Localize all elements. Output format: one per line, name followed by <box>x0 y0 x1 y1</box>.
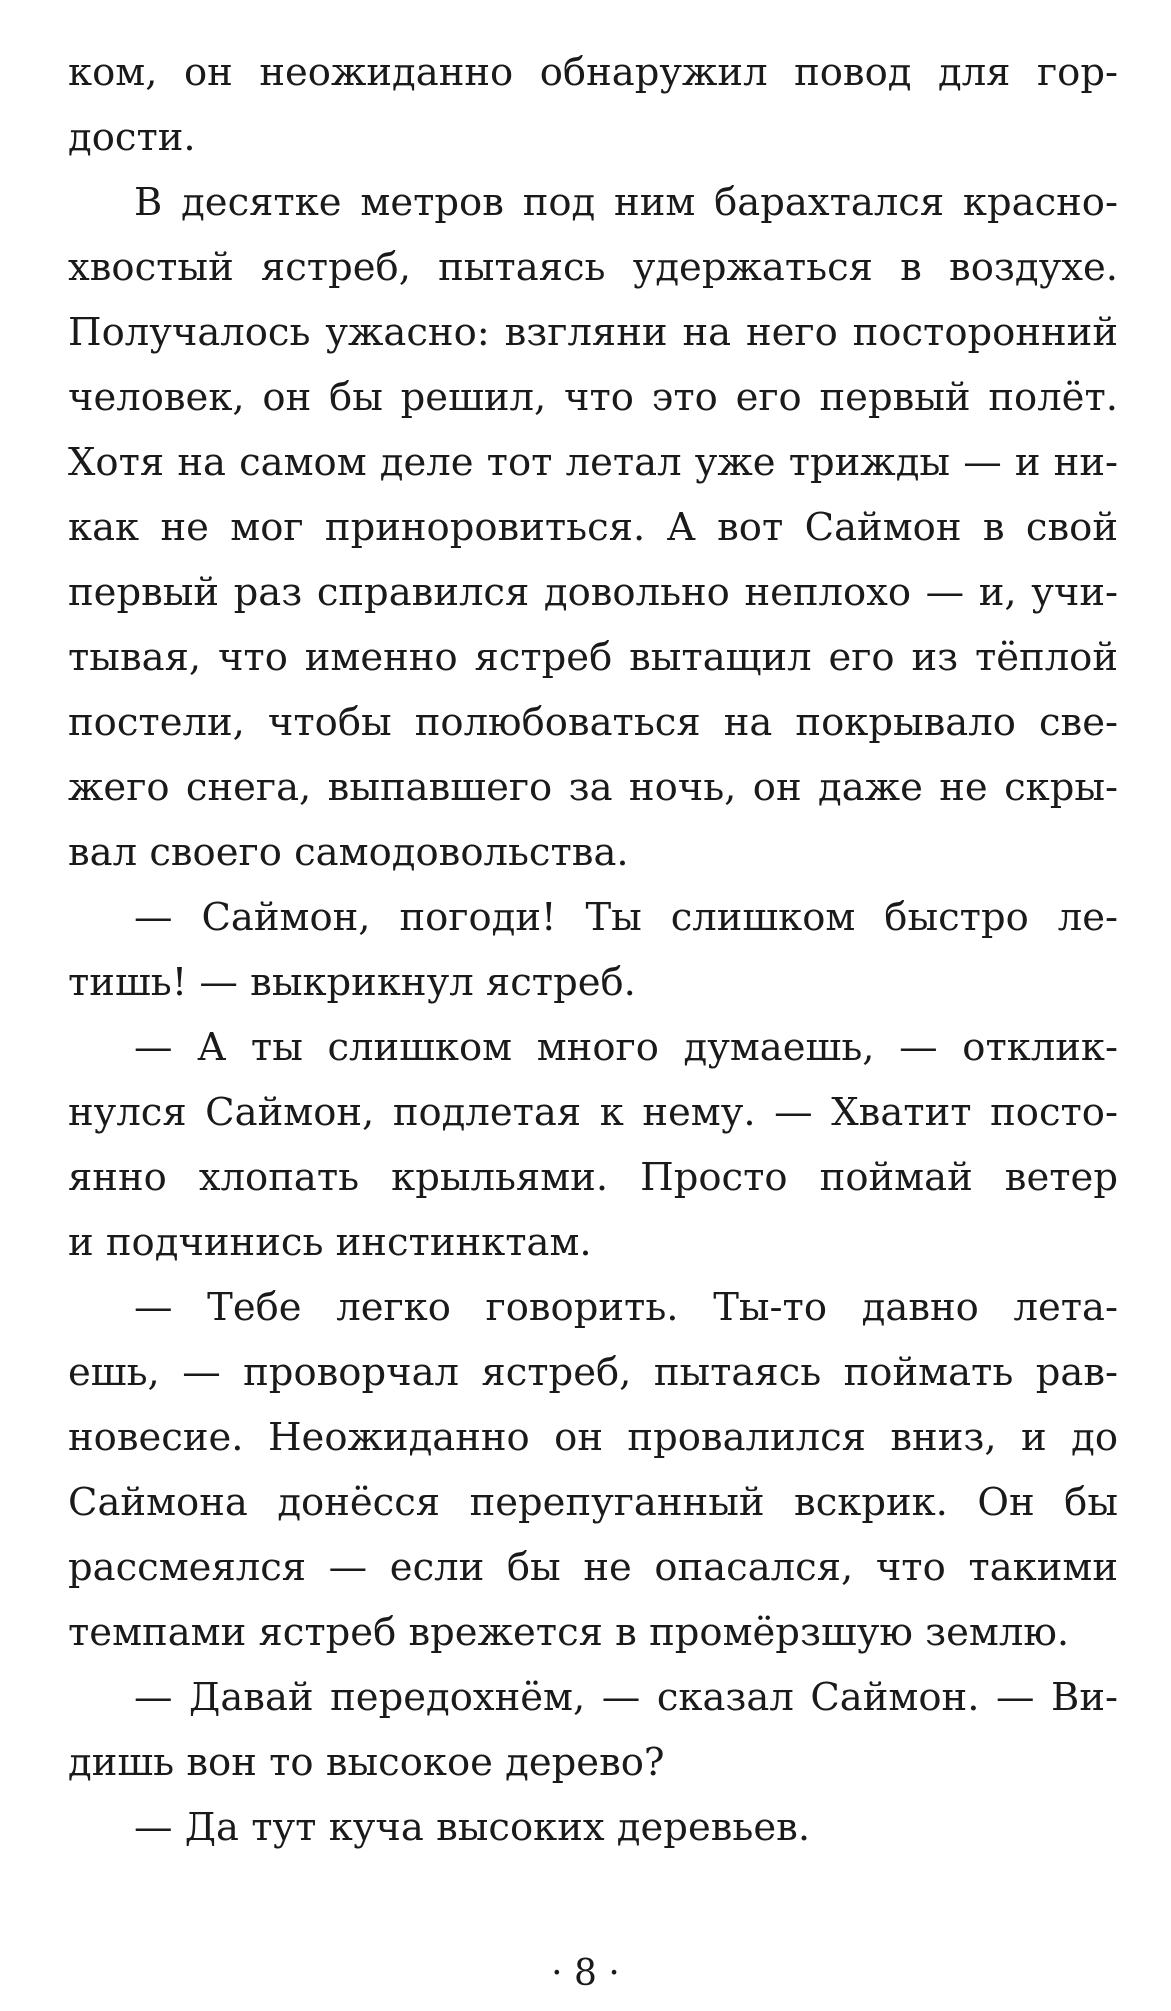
text-line: человек, он бы решил, что это его первый полёт. <box>68 375 1118 420</box>
text-line: новесие. Неожиданно он провалился вниз, и до <box>68 1415 1118 1460</box>
text-line: — Да тут куча высоких деревьев. <box>134 1805 811 1850</box>
text-line: и подчинись инстинктам. <box>68 1220 592 1265</box>
text-line: темпами ястреб врежется в промёрзшую землю. <box>68 1610 1070 1655</box>
text-line: вал своего самодовольства. <box>68 830 629 875</box>
text-line: тишь! — выкрикнул ястреб. <box>68 960 636 1005</box>
text-line: жего снега, выпавшего за ночь, он даже не скры- <box>68 765 1118 810</box>
text-line: как не мог приноровиться. А вот Саймон в свой <box>68 505 1118 550</box>
text-line: — Тебе легко говорить. Ты-то давно лета- <box>134 1285 1118 1330</box>
text-line: хвостый ястреб, пытаясь удержаться в воздухе. <box>68 245 1118 290</box>
text-line: Хотя на самом деле тот летал уже трижды — и ни- <box>68 440 1118 485</box>
text-line: — Давай передохнём, — сказал Саймон. — Ви- <box>134 1675 1118 1720</box>
text-line: ком, он неожиданно обнаружил повод для гор- <box>68 50 1118 95</box>
text-line: первый раз справился довольно неплохо — и, учи- <box>68 570 1118 615</box>
text-line: — Саймон, погоди! Ты слишком быстро ле- <box>134 895 1118 940</box>
text-line: рассмеялся — если бы не опасался, что такими <box>68 1545 1118 1590</box>
text-line: В десятке метров под ним барахтался красно- <box>134 180 1118 225</box>
text-line: Саймона донёсся перепуганный вскрик. Он бы <box>68 1480 1118 1525</box>
text-line: нулся Саймон, подлетая к нему. — Хватит посто- <box>68 1090 1118 1135</box>
body-text <box>68 40 1118 1860</box>
text-line: янно хлопать крыльями. Просто поймай ветер <box>68 1155 1118 1200</box>
text-line: Получалось ужасно: взгляни на него посторонний <box>68 310 1118 355</box>
text-line: ешь, — проворчал ястреб, пытаясь поймать рав- <box>68 1350 1118 1395</box>
text-line: постели, чтобы полюбоваться на покрывало све- <box>68 700 1118 745</box>
text-line: тывая, что именно ястреб вытащил его из тёплой <box>68 635 1118 680</box>
page-number: · 8 · <box>551 1953 620 1994</box>
text-line: — А ты слишком много думаешь, — отклик- <box>134 1025 1118 1070</box>
text-line: дости. <box>68 115 196 160</box>
text-line: дишь вон то высокое дерево? <box>68 1740 665 1785</box>
